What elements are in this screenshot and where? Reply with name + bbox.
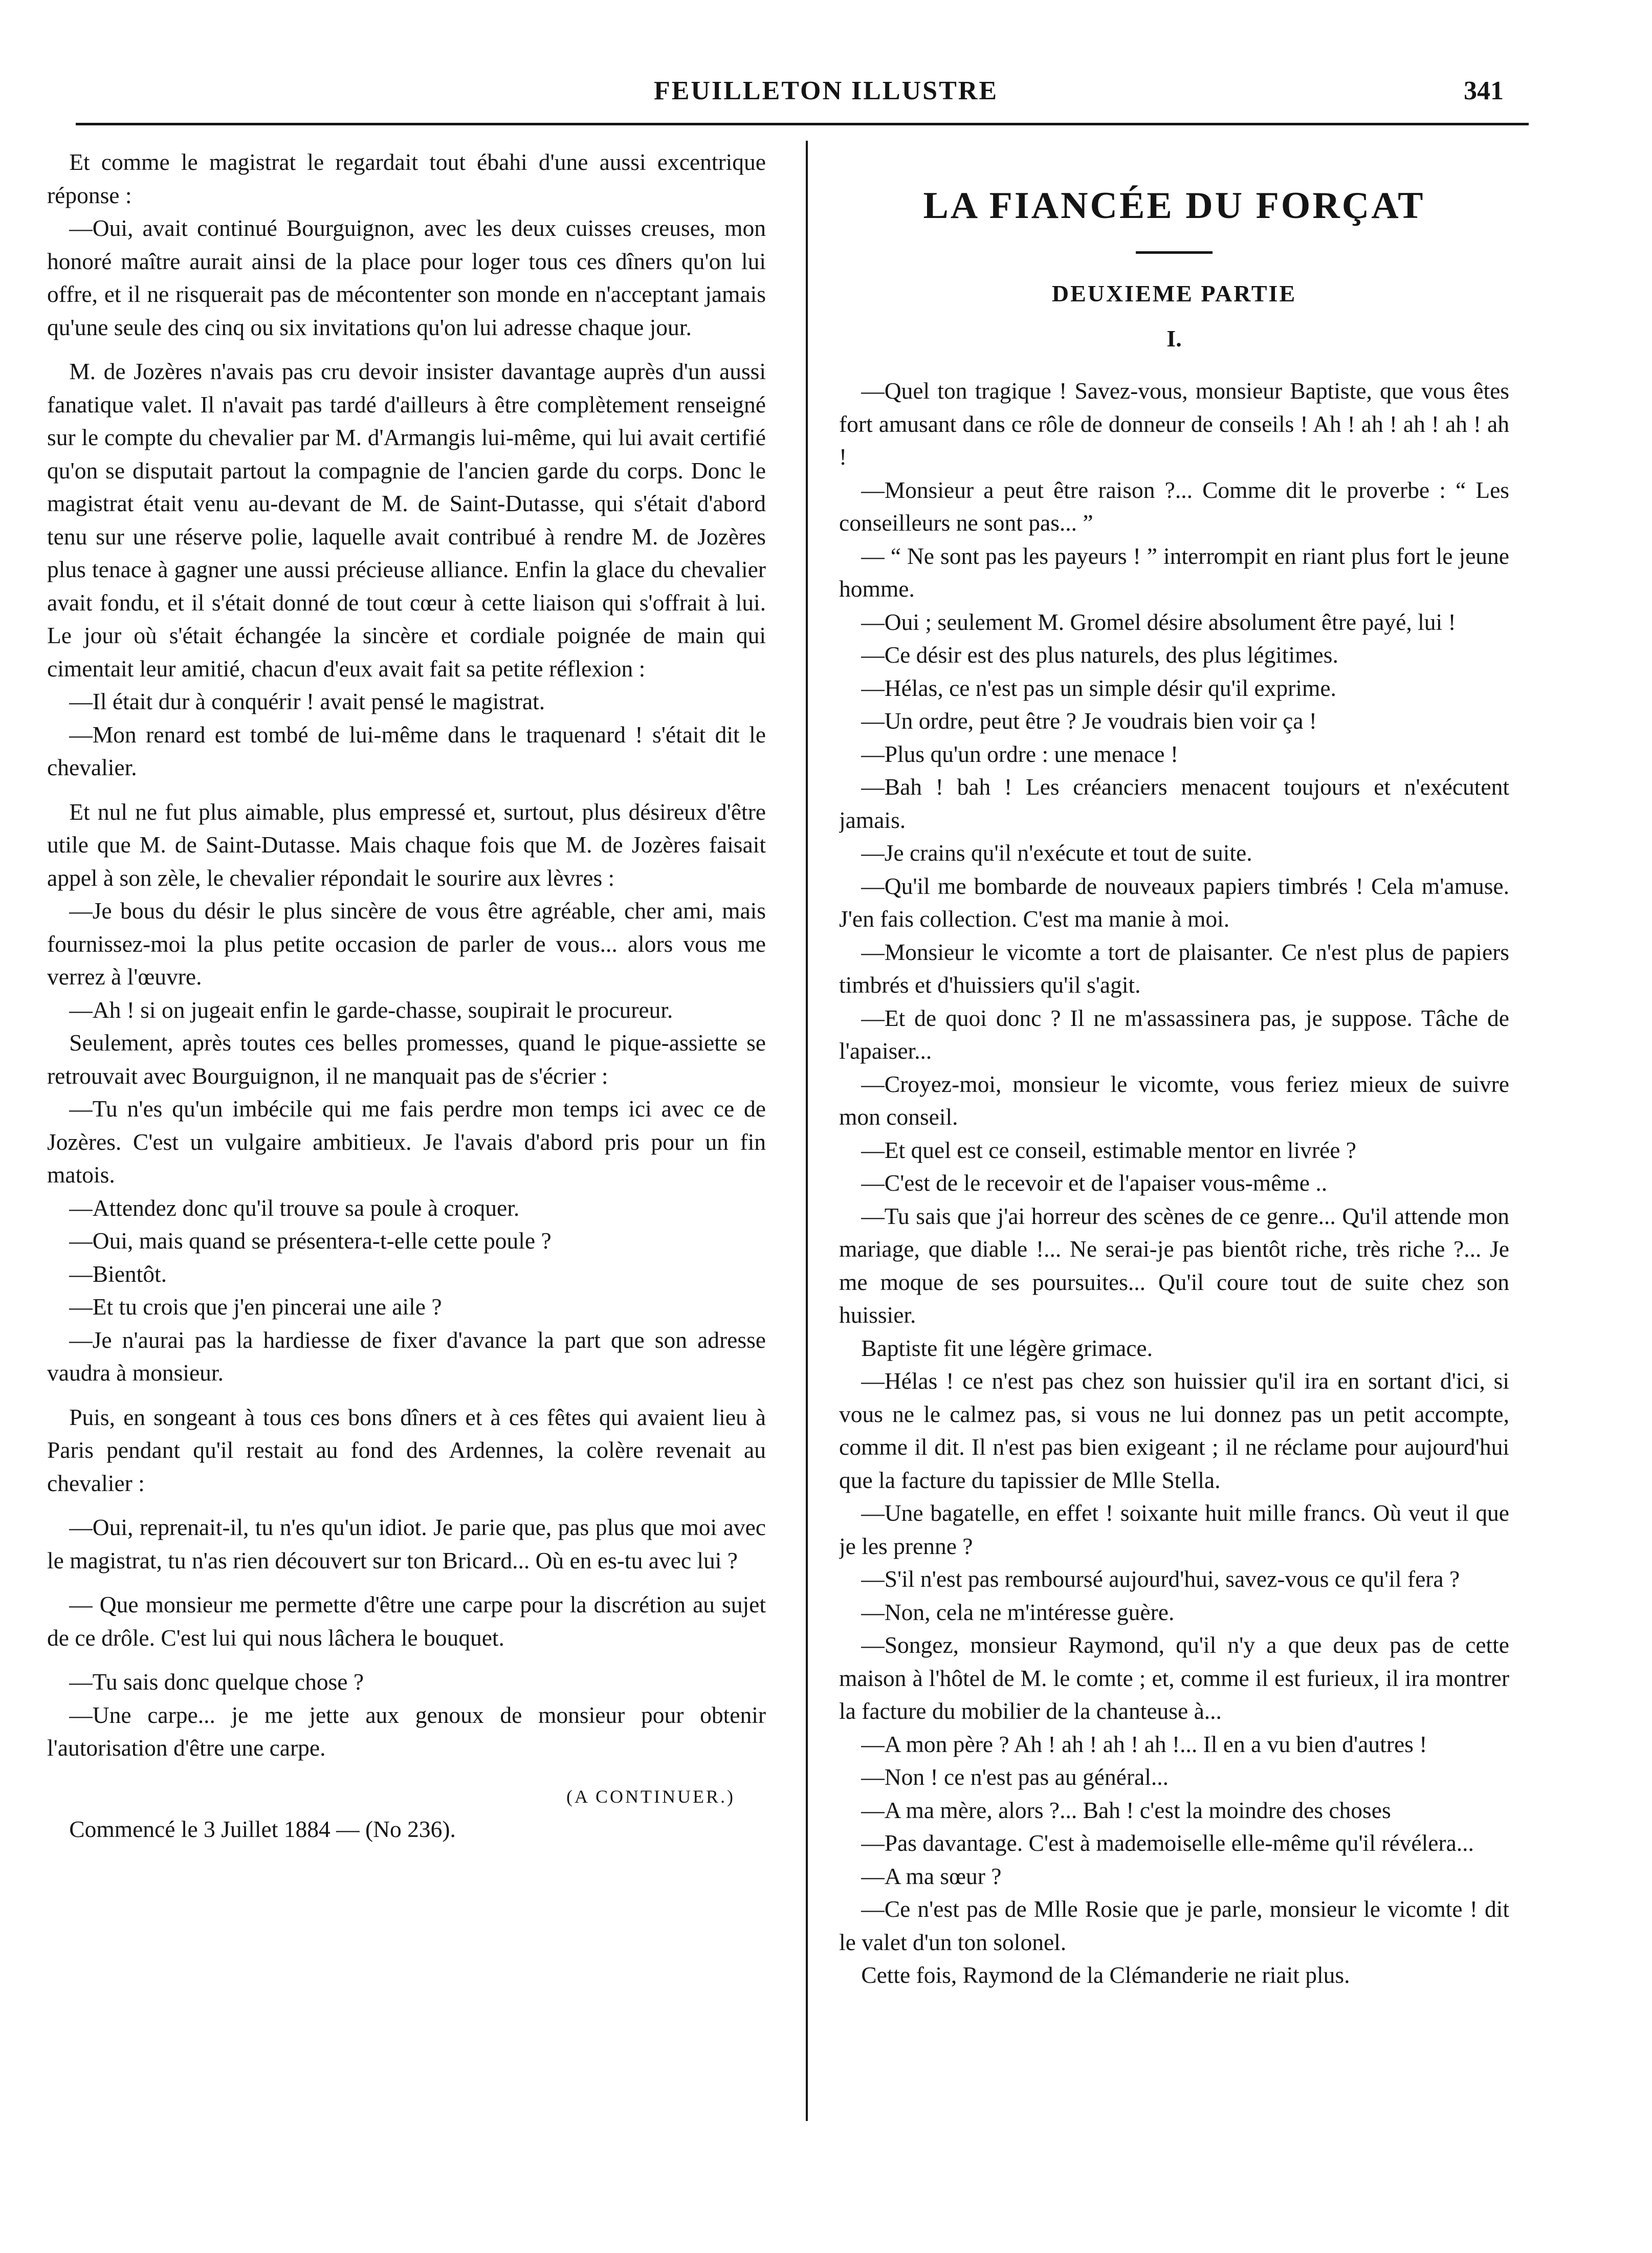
paragraph: —Un ordre, peut être ? Je voudrais bien voir ça ! [861, 708, 1317, 734]
paragraph: —Pas davantage. C'est à mademoiselle elle-même qu'il révélera... [861, 1830, 1474, 1856]
paragraph: Et nul ne fut plus aimable, plus empressé et, surtout, plus désireux d'être utile que M. de Saint-Dutasse. Mais chaque fois que M. de Jozères faisait appel à son zèle, le chevalier répondait le sourire aux lèvres : [47, 798, 766, 891]
serial-start-note: Commencé le 3 Juillet 1884 — (No 236). [69, 1816, 456, 1842]
page-number: 341 [1464, 76, 1504, 105]
left-column [47, 146, 766, 2121]
title-rule [1136, 251, 1213, 254]
paragraph: —Oui, reprenait-il, tu n'es qu'un idiot. Je parie que, pas plus que moi avec le magistrat, tu n'as rien découvert sur ton Bricard... Où en es-tu avec lui ? [47, 1514, 766, 1573]
header-rule [76, 123, 1529, 125]
paragraph: —Bientôt. [69, 1260, 167, 1287]
paragraph: —Une carpe... je me jette aux genoux de monsieur pour obtenir l'autorisation d'être une carpe. [47, 1701, 766, 1761]
right-column [839, 146, 1509, 2121]
running-header: FEUILLETON ILLUSTRE [653, 76, 999, 105]
chapter-number: I. [1166, 325, 1182, 352]
paragraph: —Tu sais que j'ai horreur des scènes de ce genre... Qu'il attende mon mariage, que diable !... Ne serai-je pas bientôt riche, très riche ?... Je me moque de ses poursuites... Qu'il coure tout de suite chez son huissier. [839, 1202, 1509, 1328]
paragraph: —Je crains qu'il n'exécute et tout de suite. [861, 840, 1252, 866]
paragraph: —Croyez-moi, monsieur le vicomte, vous feriez mieux de suivre mon conseil. [839, 1070, 1509, 1130]
paragraph: —Tu sais donc quelque chose ? [69, 1669, 364, 1695]
paragraph: —Plus qu'un ordre : une menace ! [861, 740, 1178, 767]
paragraph: Et comme le magistrat le regardait tout ébahi d'une aussi excentrique réponse : [47, 149, 766, 208]
paragraph: — “ Ne sont pas les payeurs ! ” interrompit en riant plus fort le jeune homme. [839, 542, 1509, 602]
paragraph: —A ma mère, alors ?... Bah ! c'est la moindre des choses [861, 1797, 1391, 1823]
paragraph: —Monsieur a peut être raison ?... Comme dit le proverbe : “ Les conseilleurs ne sont pas... ” [839, 476, 1509, 536]
paragraph: M. de Jozères n'avais pas cru devoir insister davantage auprès d'un aussi fanatique valet. Il n'avait pas tardé d'ailleurs à être complètement renseigné sur le compte du chevalier par M. d'Armangis lui-même, qui lui avait certifié qu'on se disputait partout la compagnie de l'ancien garde du corps. Donc le magistrat était venu au-devant de M. de Saint-Dutasse, qui s'était d'abord tenu sur une réserve polie, laquelle avait contribué à rendre M. de Jozères plus tenace à gagner une aussi précieuse alliance. Enfin la glace du chevalier avait fondu, et il s'était donné de tout cœur à cette liaison qui s'offrait à lui. Le jour où s'était échangée la sincère et cordiale poignée de main qui cimentait leur amitié, chacun d'eux avait fait sa petite réflexion : [47, 358, 766, 682]
paragraph: Baptiste fit une légère grimace. [861, 1335, 1153, 1361]
column-divider [806, 141, 808, 2121]
paragraph: —Bah ! bah ! Les créanciers menacent toujours et n'exécutent jamais. [839, 774, 1509, 833]
paragraph: —Monsieur le vicomte a tort de plaisanter. Ce n'est plus de papiers timbrés et d'huissiers qu'il s'agit. [839, 938, 1509, 998]
part-title: DEUXIEME PARTIE [1051, 280, 1297, 307]
paragraph: —Ce n'est pas de Mlle Rosie que je parle, monsieur le vicomte ! dit le valet d'un ton solonel. [839, 1896, 1509, 1955]
paragraph: —Songez, monsieur Raymond, qu'il n'y a que deux pas de cette maison à l'hôtel de M. le comte ; et, comme il est furieux, il ira montrer la facture du mobilier de la chanteuse à... [839, 1632, 1509, 1724]
paragraph: — Que monsieur me permette d'être une carpe pour la discrétion au sujet de ce drôle. C'est lui qui nous lâchera le bouquet. [47, 1591, 766, 1651]
paragraph: —Ce désir est des plus naturels, des plus légitimes. [861, 642, 1338, 668]
paragraph: —Oui, avait continué Bourguignon, avec les deux cuisses creuses, mon honoré maître aurait ainsi de la place pour loger tous ces dîners qu'on lui offre, et il ne risquerait pas de mécontenter son monde en n'acceptant jamais qu'une seule des cinq ou six invitations qu'on lui adresse chaque jour. [47, 215, 766, 340]
paragraph: Cette fois, Raymond de la Clémanderie ne riait plus. [861, 1962, 1350, 1988]
paragraph: —Non ! ce n'est pas au général... [861, 1764, 1169, 1790]
paragraph: —Il était dur à conquérir ! avait pensé le magistrat. [69, 688, 545, 714]
paragraph: —A mon père ? Ah ! ah ! ah ! ah !... Il en a vu bien d'autres ! [861, 1731, 1427, 1757]
paragraph: —Je bous du désir le plus sincère de vous être agréable, cher ami, mais fournissez-moi la plus petite occasion de parler de vous... alors vous me verrez à l'œuvre. [47, 898, 766, 990]
paragraph: —A ma sœur ? [861, 1863, 1002, 1889]
paragraph: —Et tu crois que j'en pincerai une aile ? [69, 1294, 442, 1320]
paragraph: —Une bagatelle, en effet ! soixante huit mille francs. Où veut il que je les prenne ? [839, 1500, 1509, 1559]
paragraph: Puis, en songeant à tous ces bons dîners et à ces fêtes qui avaient lieu à Paris pendant qu'il restait au fond des Ardennes, la colère revenait au chevalier : [47, 1404, 766, 1496]
paragraph: —Qu'il me bombarde de nouveaux papiers timbrés ! Cela m'amuse. J'en fais collection. C'est ma manie à moi. [839, 872, 1509, 932]
paragraph: —Non, cela ne m'intéresse guère. [861, 1599, 1175, 1625]
paragraph: —Tu n'es qu'un imbécile qui me fais perdre mon temps ici avec ce de Jozères. C'est un vulgaire ambitieux. Je l'avais d'abord pris pour un fin matois. [47, 1096, 766, 1188]
paragraph: —Hélas ! ce n'est pas chez son huissier qu'il ira en sortant d'ici, si vous ne le calmez pas, si vous ne lui donnez pas un petit accompte, comme il dit. Il n'est pas bien exigeant ; il ne réclame pour aujourd'hui que la facture du tapissier de Mlle Stella. [839, 1368, 1509, 1493]
paragraph: —C'est de le recevoir et de l'apaiser vous-même .. [861, 1170, 1328, 1196]
paragraph: —Et quel est ce conseil, estimable mentor en livrée ? [861, 1136, 1357, 1163]
paragraph: —Attendez donc qu'il trouve sa poule à croquer. [69, 1194, 520, 1221]
paragraph: —Je n'aurai pas la hardiesse de fixer d'avance la part que son adresse vaudra à monsieur. [47, 1326, 766, 1386]
paragraph: —Mon renard est tombé de lui-même dans le traquenard ! s'était dit le chevalier. [47, 721, 766, 780]
paragraph: Seulement, après toutes ces belles promesses, quand le pique-assiette se retrouvait avec Bourguignon, il ne manquait pas de s'écrier : [47, 1030, 766, 1089]
continuation-note: (A CONTINUER.) [566, 1786, 735, 1807]
paragraph: —Oui, mais quand se présentera-t-elle cette poule ? [69, 1228, 552, 1254]
paragraph: —Ah ! si on jugeait enfin le garde-chasse, soupirait le procureur. [69, 996, 673, 1023]
paragraph: —Hélas, ce n'est pas un simple désir qu'il exprime. [861, 674, 1336, 701]
paragraph: —Oui ; seulement M. Gromel désire absolument être payé, lui ! [861, 608, 1456, 635]
paragraph: —Quel ton tragique ! Savez-vous, monsieur Baptiste, que vous êtes fort amusant dans ce rôle de donneur de conseils ! Ah ! ah ! ah ! ah ! ah ! [839, 378, 1509, 470]
paragraph: —S'il n'est pas remboursé aujourd'hui, savez-vous ce qu'il fera ? [861, 1566, 1460, 1592]
story-title: LA FIANCÉE DU FORÇAT [923, 185, 1425, 227]
paragraph: —Et de quoi donc ? Il ne m'assassinera pas, je suppose. Tâche de l'apaiser... [839, 1004, 1509, 1064]
